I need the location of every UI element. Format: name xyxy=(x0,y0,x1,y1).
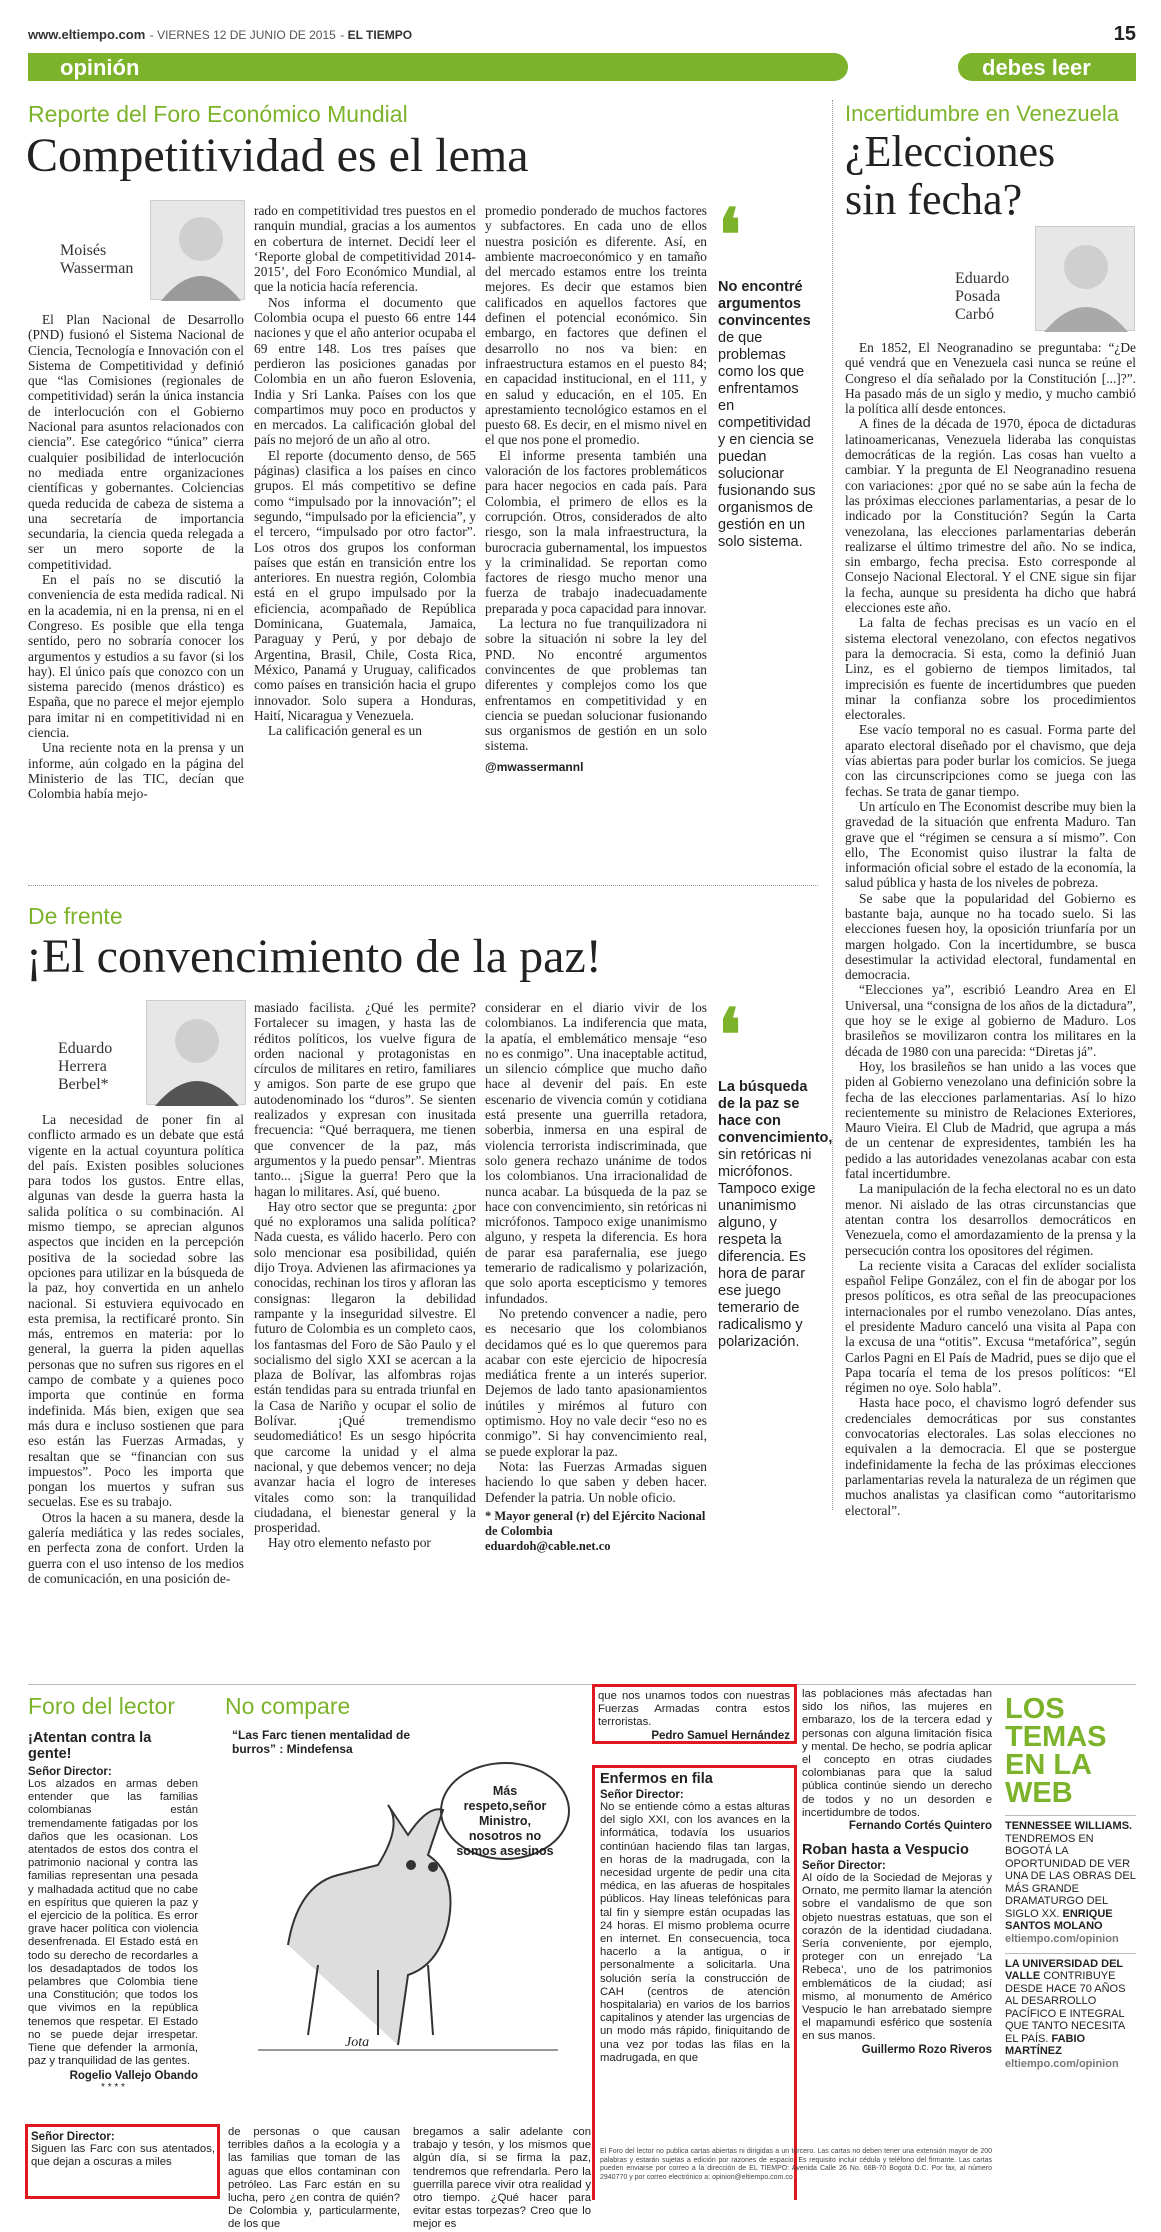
portrait-icon xyxy=(151,201,246,301)
art3-author: Eduardo Posada Carbó xyxy=(955,270,1010,323)
art2-col3: considerar en el diario vivir de los colombianos. La indiferencia que mata, la apatía, el emblemático mensaje “eso no es conmigo”. Una inaceptable actitud, un silencio cómplice que mucho daño hace al devenir del país. En este escenario de vivencia común y cotidiana está presente una guerrilla retadora, soberbia, inmersa en una espiral de violencia terrorista indiscriminada, que solo genera rechazo unánime de todos los colombianos. Una irracionalidad de nunca acabar. La búsqueda de la paz se hace con convencimiento, sin retóricas ni micrófonos. Tampoco exige unanimismo alguno, y respeta la diferencia. Es hora de parar esa parafernalia, ese juego temerario de radicalismo y polarización, que solo aporta escepticismo y temores infundados. No pretendo convencer a nadie, pero es necesario que los colombianos decidamos qué es lo que queremos para acabar con este ejercicio de hipocresía mediática frente a un interés superior. Dejemos de lado tanto apasionamientos inútiles y mirémos al futuro con optimismo. Hoy no vale decir “eso no es conmigo”. Si hay convencimiento real, se puede explorar la paz. Nota: las Fuerzas Armadas siguen haciendo lo que saben y deben hacer. Defender la patria. Un noble oficio. * Mayor general (r) del Ejército Nacional de Colombia eduardoh@cable.net.co xyxy=(485,1000,707,1553)
art1-pullquote: ❛ No encontré argumentos convincentes de que problemas como los que enfrentamos en competitividad y en ciencia se puedan solucionar fusionando sus organismos de gestión en un solo sistema. xyxy=(718,205,818,551)
author-photo xyxy=(1035,226,1135,331)
divider-horizontal xyxy=(28,885,818,886)
letter-2-signature: Pedro Samuel Hernández xyxy=(651,1729,790,1742)
debes-leer-label: debes leer xyxy=(982,55,1091,80)
bottom-divider xyxy=(28,1684,1136,1685)
temas-link-2[interactable]: eltiempo.com/opinion xyxy=(1005,2057,1119,2070)
letter-enfermos: Enfermos en fila Señor Director: No se entiende cómo a estas alturas del siglo XXI, con los avances en la informática, todavía los usuarios continúan haciendo filas tan largas, en horas de la madrugada, con la necesidad urgente de pedir una cita médica, en las afueras de hospitales públicos. Hay líneas telefónicas para tal fin y siempre están ocupadas las 24 horas. El mismo problema ocurre en internet. En consecuencia, toca hacerlo a la antigua, o ir personalmente a solicitarla. Una solución sería la construcción de CAH (centros de atención hospitalaria) en varios de los barrios capitalinos y atender las urgencias de un modo más rápido, finiquitando de una vez por todas las filas en la madrugada, en que xyxy=(600,1771,790,2064)
art2-pullquote: ❛ La búsqueda de la paz se hace con convencimiento, sin retóricas ni micrófonos. Tampoco exige unanimismo alguno, y respeta la diferencia. Es hora de parar ese juego temerario de radicalismo y polarización. xyxy=(718,992,833,1350)
quote-mark-icon: ❛ xyxy=(718,992,742,1077)
separator: * * * * xyxy=(101,2082,125,2094)
art2-email[interactable]: eduardoh@cable.net.co xyxy=(485,1538,611,1553)
letter-enfermos-cont: las poblaciones más afectadas han sido los niños, las mujeres en embarazo, los de la tercera edad y personas con alguna limitación física y mental. De hecho, se podría aplicar el concepto en otras ciudades colombianas para que la salud pública continúe siendo un derecho de todos y no un desorden e incertidumbre de todos. Fernando Cortés Quintero Roban hasta a Vespucio Señor Director: Al oído de la Sociedad de Mejoras y Ornato, me permito llamar la atención sobre el vandalismo de que son objeto nuestras estatuas, que son el corazón de la identidad ciudadana. Sería conveniente, por ejemplo, proteger con un enrejado ‘La Rebeca’, uno de los patrimonios emblemáticos de la ciudad; así mismo, al monumento de Américo Vespucio le han arrebatado siempre el mapamundi esférico que sostenía en sus manos. Guillermo Rozo Riveros xyxy=(802,1688,992,2056)
divider-vertical xyxy=(832,100,833,1510)
art2-title: ¡El convencimiento de la paz! xyxy=(26,930,602,983)
art1-kicker: Reporte del Foro Económico Mundial xyxy=(28,101,408,127)
letter-2-end: que nos unamos todos con nuestras Fuerzas Armadas contra estos terroristas. Pedro Samuel Hernández xyxy=(598,1690,790,1742)
art1-col3: promedio ponderado de muchos factores y subfactores. En cada uno de ellos nuestra posición es diferente. Así, en ambiente macroeconómico y en tamaño del mercado estamos entre los treinta mejores. Es decir que estamos bien calificados en aquellos factores que definen el potencial económico. Sin embargo, en factores que definen el desarrollo no nos va bien: en infraestructura estamos en el puesto 84; en capacidad institucional, en el 111, y en salud y educación, en el 105. En aprestamiento tecnológico estamos en el puesto 68. Es decir, en el mismo nivel en el que nos pone el promedio. El informe presenta también una valoración de los factores problemáticos para hacer negocios en cada país. Para Colombia, el primero de ellos es la corrupción. Otros, considerados de alto riesgo, son la mala infraestructura, la burocracia gubernamental, los impuestos y la criminalidad. Se reportan como factores de riesgo mucho menor una fuerza de trabajo inadecuadamente preparada y poca capacidad para innovar. La lectura no fue tranquilizadora ni sobre la situación ni sobre la ley del PND. No encontré argumentos convincentes de que problemas tan diferentes y complejos como los que enfrentamos en competitividad y en ciencia se puedan solucionar fusionando sus organismos de gestión en un solo sistema. @mwassermannl xyxy=(485,203,707,774)
speech-bubble: Más respeto,señor Ministro, nosotros no somos asesinos xyxy=(440,1762,570,1860)
opinion-bar xyxy=(28,53,848,81)
art2-kicker: De frente xyxy=(28,903,123,929)
cartoonist-signature: Jota xyxy=(345,2035,370,2050)
art2-col2: masiado facilista. ¿Qué les permite? Fortalecer su imagen, y hasta las de réditos políticos, los vuelve figura de orden nacional y protagonistas en círculos de militares en retiro, familiares y amigos. Son parte de ese grupo que autodenominado los “duros”. Se sienten realizados y expresan con inusitada frecuencia: “Qué berraquera, me tienen que convencer de la paz, más argumentos y la puedo pensar”. Mientras tanto... ¡Sigue la guerra! Pero que la hagan lo militares. Así, qué bueno. Hay otro sector que se pregunta: ¿por qué no exploramos una salida política? Nada cuesta, es válido hacerlo. Pero con solo mencionar esa posibilidad, quién dijo Troya. Advienen las afirmaciones ya conocidas, rechinan los tiros y afloran las consignas: llegaron la debilidad rampante y la inseguridad silvestre. El futuro de Colombia es un completo caos, los fantasmas del Foro de São Paulo y el socialismo del siglo XXI se acercan a la plaza de Bolívar, las alfombras rojas están tendidas para su entrada triunfal en la Casa de Nariño y ocupar el solio de Bolívar. ¡Qué tremendismo seudomediático! Es un sesgo hipócrita que carcome la unidad y el alma nacional, y que debemos vencer; no deja avanzar hacia el logro de intereses vitales como son: la tranquilidad ciudadana, el bienestar general y la prosperidad. Hay otro elemento nefasto por xyxy=(254,1000,476,1551)
letter-2: Señor Director: Siguen las Farc con sus atentados, que dejan a oscuras a miles xyxy=(31,2131,215,2169)
letter-vespucio-signature: Guillermo Rozo Riveros xyxy=(861,2043,992,2056)
art1-col1: El Plan Nacional de Desarrollo (PND) fusionó el Sistema Nacional de Ciencia, Tecnología e Innovación con el Sistema de Competitividad y definió que “las Comisiones (regionales de competitividad) serán la única instancia de interlocución con el Gobierno Nacional para asuntos relacionados con ciencia”. Ese categórico “única” cierra cualquier posibilidad de interlocución no mediada entre organizaciones científicas y gobernantes. Colciencias queda reducida de cabeza de sistema a una secretaría de importancia secundaria, la ciencia queda relegada a ser un mero soporte de la competitividad. En el país no se discutió la conveniencia de esta medida radical. Ni en la academia, ni en la prensa, ni en el Congreso. Es posible que ella tenga sentido, pero no sobraría conocer los argumentos y estudios a su favor (si los hay). El único país que conozco con un sistema parecido (menos drástico) es España, que no parece el mejor ejemplo para imitar ni en competitividad ni en ciencia. Una reciente nota en la prensa y un informe, aún colgado en la página del Ministerio de las TIC, decían que Colombia había mejo- xyxy=(28,312,244,802)
letter-heading: Roban hasta a Vespucio xyxy=(802,1842,969,1859)
paper-name: EL TIEMPO xyxy=(347,28,413,42)
site-url[interactable]: www.eltiempo.com xyxy=(28,27,146,42)
header-date: VIERNES 12 DE JUNIO DE 2015 xyxy=(157,28,336,42)
letter-enfermos-signature: Fernando Cortés Quintero xyxy=(848,1820,992,1833)
temas-title: LOS TEMAS EN LA WEB xyxy=(1005,1693,1107,1809)
quote-mark-icon: ❛ xyxy=(718,192,742,277)
letter-heading: Enfermos en fila xyxy=(600,1771,713,1787)
art2-author: Eduardo Herrera Berbel* xyxy=(58,1040,113,1093)
foro-label: Foro del lector xyxy=(28,1693,176,1719)
foro-heading: ¡Atentan contra la gente! xyxy=(28,1730,152,1762)
letter-1-signature: Rogelio Vallejo Obando xyxy=(69,2070,198,2083)
cartoon-caption: “Las Farc tienen mentalidad de burros” : Mindefensa xyxy=(232,1728,411,1756)
page-header: www.eltiempo.com - VIERNES 12 DE JUNIO DE 2015 - EL TIEMPO 15 xyxy=(28,23,1136,45)
art1-handle[interactable]: @mwassermannl xyxy=(485,759,584,774)
temas-link-1[interactable]: eltiempo.com/opinion xyxy=(1005,1932,1119,1945)
letter-2-cont-2: bregamos a salir adelante con trabajo y tesón, y los mismos que algún día, si se firma la paz, tendremos que refrendarla. Pero la guerrilla parece vivir otra realidad y otro tiempo. ¿Qué hacer para evitar estas torpezas? Creo que lo mejor es xyxy=(413,2126,591,2231)
portrait-icon xyxy=(1036,227,1136,332)
art1-col2: rado en competitividad tres puestos en el ranquin mundial, gracias a los aumentos en cobertura de internet. Decidí leer el ‘Reporte global de competitividad 2014-2015’, del Foro Económico Mundial, al que la noticia hacía referencia. Nos informa el documento que Colombia ocupa el puesto 66 entre 144 naciones y que el año anterior ocupaba el 69 entre 148. Los tres países que perdieron las posiciones ganadas por Colombia en un año fueron Eslovenia, India y Sri Lanka. Países con los que compartimos muy poco en productos y en mercados. La calificación global del país no mejoró de un año al otro. El reporte (documento denso, de 565 páginas) clasifica a los países en cinco grupos. El más competitivo se define como “impulsado por la innovación”; el segundo, “impulsado por la eficiencia”, y el tercero, “impulsado por otro factor”. Los otros dos grupos los conforman países que están en transición entre los anteriores. En nuestra región, Colombia está en el grupo impulsado por la eficiencia, acompañado de República Dominicana, Guatemala, Jamaica, Paraguay y Perú, y por debajo de Argentina, Brasil, Chile, Costa Rica, México, Panamá y Uruguay, calificados como países en transición hacia el grupo innovador. Solo supera a Honduras, Haití, Nicaragua y Venezuela. La calificación general es un xyxy=(254,203,476,739)
art3-kicker: Incertidumbre en Venezuela xyxy=(845,101,1119,126)
art3-title: ¿Elecciones sin fecha? xyxy=(845,127,1056,224)
letter-vespucio: Al oído de la Sociedad de Mejoras y Ornato, me permito llamar la atención sobre el vandalismo de que son objeto nuestras estatuas, que son el corazón de la identidad ciudadana. Sería conveniente, por ejemplo, proteger con un enrejado ‘La Rebeca’, uno de los patrimonios emblemáticos de la ciudad; así mismo, al monumento de Américo Vespucio le han arrebatado siempre el mapamundi esférico que sostenía en sus manos. xyxy=(802,1872,992,2043)
foro-column: ¡Atentan contra la gente! Señor Director: Los alzados en armas deben entender que las familias colombianas están tremendamente fatigadas por los daños que les ocasionan. Los atentados de estos dos contra el patrimonio nacional y contra las familias representan una pesada y malhadada actitud que no cabe en espíritus que quieren la paz y el ejercicio de la política. Es error grave hacer política con violencia desenfrenada. El Estado está en todo su derecho de recordarles a los desadaptados de todos los pelambres que Colombia tiene una Constitución; que todos los que vivimos en la república tenemos que respetar. El Estado no se puede dejar irrespetar. Tiene que defender la armonía, paz y tranquilidad de las gentes. Rogelio Vallejo Obando * * * * xyxy=(28,1730,198,2094)
art3-body: En 1852, El Neogranadino se preguntaba: “¿De qué vendrá que en Venezuela casi nunca se reúne el Congreso el día señalado por la Constitución [...]?”. Ha pasado más de un siglo y medio, y mucho cambió la política allí desde entonces. A fines de la década de 1970, época de dictaduras latinoamericanas, Venezuela lideraba las conquistas democráticas de la región. Las cosas han vuelto a cambiar. Y la pregunta de El Neogranadino resuena con variaciones: ¿por qué no se sabe aún la fecha de las próximas elecciones parlamentarias, a pesar de lo indicado por la Constitución? Según la Carta venezolana, las elecciones parlamentarias deberán realizarse el último trimestre del año. No se indica, sin embargo, fecha precisa. Esto corresponde al Consejo Nacional Electoral. Y el CNE sigue sin fijar la fecha, aunque su presidenta ha dicho que habrá elecciones este año. La falta de fechas precisas es un vacío en el sistema electoral venezolano, con efectos negativos para la democracia. Si esta, como la definió Juan Linz, es el gobierno de tiempos limitados, tal imprecisión es fuente de incertidumbres que pueden minar la confianza sobre los procedimientos electorales. Ese vacío temporal no es casual. Forma parte del aparato electoral diseñado por el chavismo, que deja vías abiertas para poder burlar los comicios. Se juega con las circunscripciones como se juega con las fechas. Se trata de ganar tiempo. Un artículo en The Economist describe muy bien la gravedad de la situación que enfrenta Maduro. Tan grave que el “régimen se censura a sí mismo”. Con ello, The Economist quiso ilustrar la falta de información oficial sobre el estado de la economía, la salud pública y hasta de los niveles de pobreza. Se sabe que la popularidad del Gobierno es bastante baja, aunque no ha tocado suelo. Si las elecciones fuesen hoy, la oposición triunfaría por un margen holgado. Con la incertidumbre, se busca desestimular la actividad electoral, fundamental en democracia. “Elecciones ya”, escribió Leandro Area en El Universal, una “consigna de los años de la dictadura”, que hoy se le exige al gobierno de Maduro. Los brasileños se movilizaron contra los militares en la década de 1980 con una parecida: “Diretas já”. Hoy, los brasileños se han unido a las voces que piden al Gobierno venezolano una definición sobre la fecha de las elecciones parlamentarias. Así lo hizo recientemente su ministro de Relaciones Exteriores, Mauro Vieira. El Club de Madrid, que agrupa a más de un centenar de expresidentes, también les ha pedido a las autoridades venezolanas acabar con esta fatal incertidumbre. La manipulación de la fecha electoral no es un dato menor. Ni aislado de las otras circunstancias que atentan contra los desarrollos democráticos en Venezuela, como el amordazamiento de la prensa y la persecución contra los opositores del régimen. La reciente visita a Caracas del exlíder socialista español Felipe González, con el fin de abogar por los presos políticos, es otra señal de las preocupaciones internacionales por el rumbo venezolano. Días antes, el presidente Maduro canceló una visita al Papa con la excusa de una “otitis”. Excusa “metafórica”, según Carlos Pagni en El País de Madrid, pues se dijo que el Papa tocaría el tema de los presos políticos: “El régimen no oye. Solo habla”. Hasta hace poco, el chavismo logró defender sus credenciales democráticas por sus constantes convocatorias electorales. Las solas elecciones no equivalen a la democracia. El que se postergue indefinidamente la fecha de las próximas elecciones parlamentarias revela la naturaleza de un régimen que muchos analistas ya clasifican como “autoritarismo electoral”. xyxy=(845,340,1136,1518)
art1-author: Moisés Wasserman xyxy=(60,242,134,277)
letter-2-cont-1: de personas o que causan terribles daños a la ecología y a las familias que toman de las aguas que ellos contaminan con petróleo. Las Farc están en su lucha, pero ¿en contra de quién? De Colombia y, particularmente, de los que xyxy=(228,2126,400,2231)
portrait-icon xyxy=(147,1001,247,1106)
temas-web-box: LOS TEMAS EN LA WEB TENNESSEE WILLIAMS. TENDREMOS EN BOGOTÁ LA OPORTUNIDAD DE VER UNA DE LAS OBRAS DEL MÁS GRANDE DRAMATURGO DEL SIGLO XX. ENRIQUE SANTOS MOLANO eltiempo.com/opinion LA UNIVERSIDAD DEL VALLE CONTRIBUYE DESDE HACE 70 AÑOS AL DESARROLLO PACÍFICO E INTEGRAL QUE TANTO NECESITA EL PAÍS. FABIO MARTÍNEZ eltiempo.com/opinion xyxy=(1005,1693,1136,2070)
foro-fine-print: El Foro del lector no publica cartas abiertas ni dirigidas a un tercero. Las cartas no deben tener una extensión mayor de 200 palabras y estarán sujetas a edición por razones de espacio. Es requisito incluir cédula y teléfono del firmante. Las cartas pueden enviarse por correo a la dirección de EL TIEMPO: Avenida Calle 26 No. 68B-70 Bogotá D.C. Por fax, al número 2940770 y por correo electrónico a: opinion@eltiempo.com.co xyxy=(600,2148,992,2181)
debes-leer-bar xyxy=(958,53,1136,81)
opinion-label: opinión xyxy=(60,55,140,80)
art2-footnote: * Mayor general (r) del Ejército Nacional de Colombia xyxy=(485,1508,706,1538)
author-photo xyxy=(150,200,245,300)
letter-1: Los alzados en armas deben entender que las familias colombianas están tremendamente fatigadas por los daños que les ocasionan. Los atentados de estos dos contra el patrimonio nacional y contra las familias representan una pesada y malhadada actitud que no cabe en espíritus que quieren la paz y el ejercicio de la política. Es error grave hacer política con violencia desenfrenada. El Estado está en todo su derecho de recordarles a los desadaptados de todos los pelambres que Colombia tiene una Constitución; que todos los que vivimos en la república tenemos que respetar. El Estado no se puede dejar irrespetar. Tiene que defender la armonía, paz y tranquilidad de las gentes. xyxy=(28,1778,198,2068)
art2-col1: La necesidad de poner fin al conflicto armado es un debate que está vigente en la actual coyuntura política del país. Existen posibles soluciones para todos los gustos. Entre ellas, algunas van desde la guerra hasta la salida política o su combinación. Al mismo tiempo, se aprecian algunos aspectos que inciden en la percepción positiva de la sociedad sobre las opciones para utilizar en la búsqueda de la paz, hoy convertida en un anhelo nacional. Si estuviera equivocado en esta premisa, la rectificaré pronto. Sin más, entremos en materia: por lo general, la guerra la piden aquellas personas que no sufren sus rigores en el campo de combate y a quienes poco importa que continúe en forma indefinida. Más bien, exigen que sea más dura e incluso sostienen que para eso están las Fuerzas Armadas, y resaltan que se “financian con sus impuestos”. Poco les importa que pongan los muertos y sufran sus secuelas. Ese es su trabajo. Otros la hacen a su manera, desde la galería mediática y las redes sociales, en perfecta zona de confort. Urden la guerra con el uso intenso de los medios de comunicación, en una posición de- xyxy=(28,1112,244,1586)
author-photo xyxy=(146,1000,246,1105)
art1-title: Competitividad es el lema xyxy=(26,129,529,182)
page-number: 15 xyxy=(1113,23,1136,45)
nocompare-label: No compare xyxy=(225,1693,351,1719)
